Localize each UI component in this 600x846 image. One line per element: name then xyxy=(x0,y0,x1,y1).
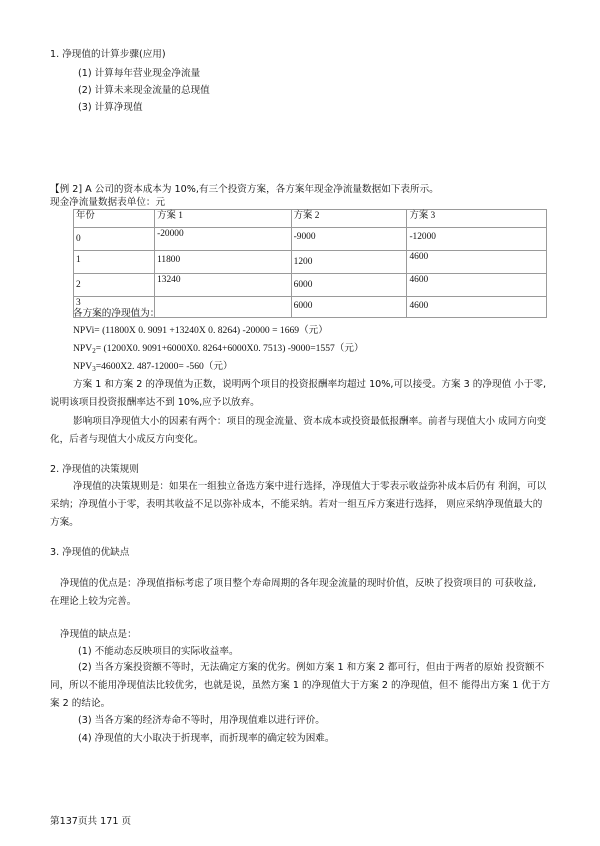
cash-flow-table xyxy=(73,209,547,318)
con-1: (1) 不能动态反映项目的实际收益率。 xyxy=(78,646,239,657)
header-plan-2: 方案 2 xyxy=(291,210,407,228)
cell-plan-3: 4600 xyxy=(407,297,547,318)
npv-plan-3-subscript: 3 xyxy=(92,365,96,373)
table-row xyxy=(74,228,547,251)
cell-plan-1: 13240 xyxy=(155,274,292,297)
npv-plan-2 xyxy=(73,342,364,358)
conclusion-line: 方案 1 和方案 2 的净现值为正数，说明两个项目的投资报酬率均超过 10%,可以接受。方案 3 的净现值 小于零, xyxy=(73,379,547,390)
cell-plan-1 xyxy=(155,297,292,318)
cell-plan-2: -9000 xyxy=(291,228,407,251)
step-2: (2) 计算未来现金流量的总现值 xyxy=(78,85,210,96)
cell-plan-2: 6000 xyxy=(291,274,407,297)
npv-plan-2-formula: = (1200X0. 9091+6000X0. 8264+6000X0. 7513) -9000=1557（元） xyxy=(95,343,364,354)
con-3: (3) 当各方案的经济寿命不等时，用净现值难以进行评价。 xyxy=(78,715,325,726)
cell-year: 1 xyxy=(74,251,155,274)
pros-paragraph xyxy=(50,575,536,611)
cons-title: 净现值的缺点是： xyxy=(60,629,137,640)
table-unit-caption: 现金净流量数据表单位：元 xyxy=(50,197,166,208)
con-2-line: 案 2 的结论。 xyxy=(50,698,111,709)
factors-paragraph xyxy=(50,413,546,449)
decision-rule-paragraph xyxy=(50,478,546,532)
con-2-line: (2) 当各方案投资额不等时，无法确定方案的优劣。例如方案 1 和方案 2 都可行，但由于两者的原始 投资额不 xyxy=(78,662,545,673)
section2-title: 2. 净现值的决策规则 xyxy=(50,464,139,475)
factors-line: 影响项目净现值大小的因素有两个：项目的现金流量、资本成本或投资最低报酬率。前者与现值大小 成同方向变 xyxy=(73,416,547,427)
header-plan-1: 方案 1 xyxy=(155,210,292,228)
table-row xyxy=(74,251,547,274)
factors-line: 化，后者与现值大小成反方向变化。 xyxy=(50,434,204,445)
decision-rule-line: 采纳；净现值小于零，表明其收益不足以弥补成本，不能采纳。若对一组互斥方案进行选择， 则应采纳净现值最大的 xyxy=(50,499,543,510)
cell-plan-2: 6000 xyxy=(291,297,407,318)
npv-plan-3 xyxy=(73,360,233,376)
header-year: 年份 xyxy=(74,210,155,228)
npv-plan-3-formula: =4600X2. 487-12000= -560（元） xyxy=(95,361,233,372)
cell-plan-3: -12000 xyxy=(407,228,547,251)
conclusion-paragraph xyxy=(50,376,546,412)
npv-plan-3-label: NPV xyxy=(73,361,93,372)
decision-rule-line: 方案。 xyxy=(50,517,79,528)
header-plan-3: 方案 3 xyxy=(407,210,547,228)
pros-line: 净现值的优点是：净现值指标考虑了项目整个寿命周期的各年现金流量的现时价值，反映了投资项目的 可获收益, xyxy=(60,578,537,589)
example-intro: 【例 2] A 公司的资本成本为 10%,有三个投资方案，各方案年现金净流量数据如下表所示。 xyxy=(50,184,439,195)
table-header-row xyxy=(74,210,547,228)
con-4: (4) 净现值的大小取决于折现率，而折现率的确定较为困难。 xyxy=(78,733,335,744)
step-1: (1) 计算每年营业现金净流量 xyxy=(78,68,201,79)
page-number: 第137页共 171 页 xyxy=(50,816,132,827)
section1-title: 1. 净现值的计算步骤(应用) xyxy=(50,49,166,60)
conclusion-line: 说明该项目投资报酬率达不到 10%,应予以放弃。 xyxy=(50,397,260,408)
cell-year: 3 xyxy=(74,297,155,318)
cell-plan-1: 11800 xyxy=(155,251,292,274)
cell-plan-1: -20000 xyxy=(155,228,292,251)
npv-plan-2-subscript: 2 xyxy=(92,347,96,355)
con-2-paragraph xyxy=(50,659,550,713)
con-2-line: 同，所以不能用净现值法比较优劣，也就是说，虽然方案 1 的净现值大于方案 2 的净现值，但不 能得出方案 1 优于方 xyxy=(50,680,551,691)
decision-rule-line: 净现值的决策规则是：如果在一组独立备选方案中进行选择，净现值大于零表示收益弥补成本后仍有 利润，可以 xyxy=(73,481,547,492)
cell-plan-3: 4600 xyxy=(407,274,547,297)
section3-title: 3. 净现值的优缺点 xyxy=(50,547,130,558)
table-row xyxy=(74,274,547,297)
cell-plan-3: 4600 xyxy=(407,251,547,274)
npv-title: 各方案的净现值为： xyxy=(73,308,160,319)
pros-line: 在理论上较为完善。 xyxy=(50,596,137,607)
cell-year: 0 xyxy=(74,228,155,251)
npv-plan-2-label: NPV xyxy=(73,343,93,354)
step-3: (3) 计算净现值 xyxy=(78,102,143,113)
cell-plan-2: 1200 xyxy=(291,251,407,274)
cell-year: 2 xyxy=(74,274,155,297)
npv-plan-1: NPVi= (11800X 0. 9091 +13240X 0. 8264) -20000 = 1669（元） xyxy=(73,325,328,336)
